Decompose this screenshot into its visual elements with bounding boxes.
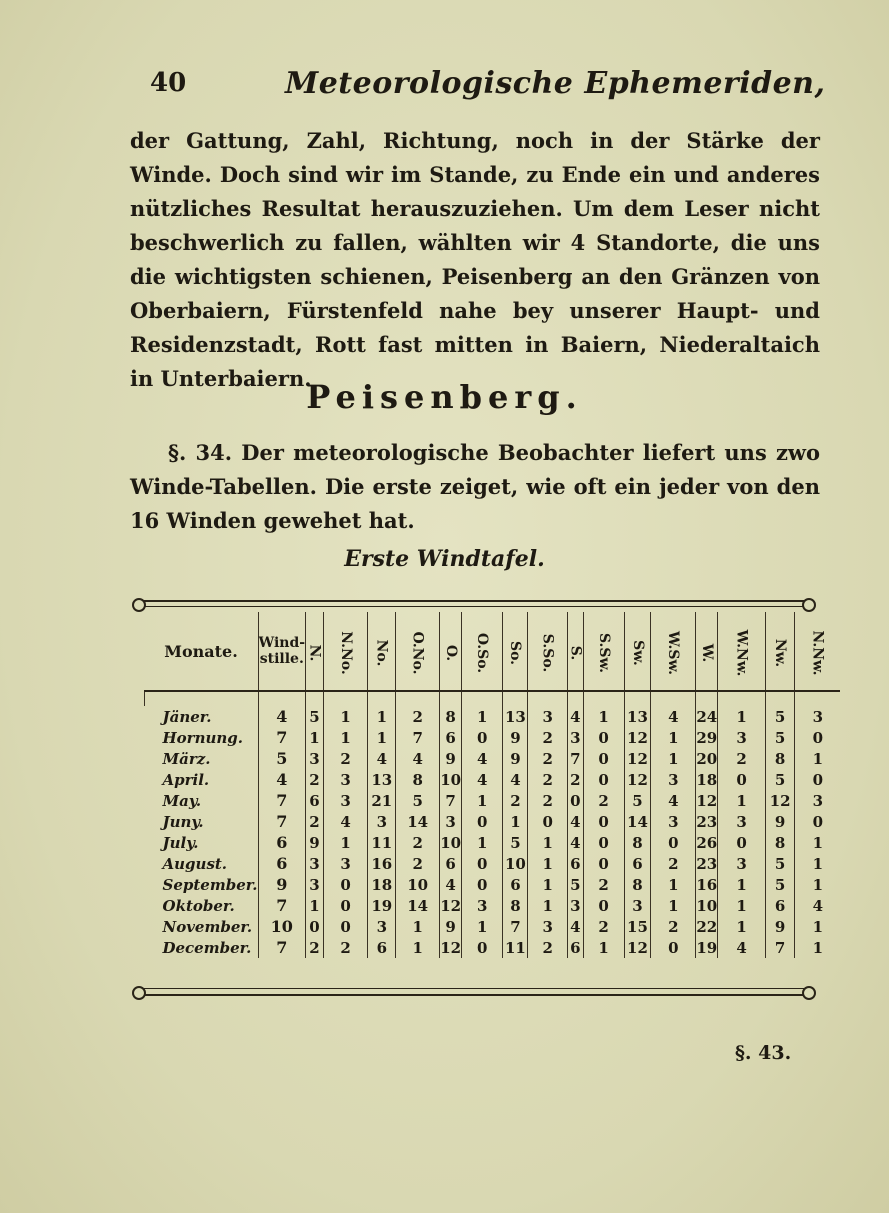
wind-count-cell: 3 — [718, 727, 766, 748]
month-cell: April. — [162, 770, 210, 789]
wind-count-cell: 2 — [528, 727, 568, 748]
wind-count-cell: 7 — [396, 727, 440, 748]
wind-count-cell: 3 — [624, 895, 651, 916]
month-cell: September. — [162, 875, 258, 894]
wind-count-cell: 1 — [396, 937, 440, 958]
table-title: Erste Windtafel. — [344, 546, 545, 572]
month-cell: July. — [162, 833, 199, 852]
calm-count-cell: 7 — [258, 895, 306, 916]
table-row — [145, 727, 841, 748]
wind-count-cell: 4 — [568, 916, 584, 937]
month-cell: December. — [162, 938, 252, 957]
wind-count-cell: 5 — [765, 706, 794, 727]
wind-count-cell: 13 — [368, 769, 396, 790]
wind-count-cell: 3 — [568, 727, 584, 748]
wind-count-cell: 2 — [583, 916, 624, 937]
wind-count-cell: 6 — [568, 937, 584, 958]
header-wind: So. — [503, 612, 528, 691]
wind-count-cell: 1 — [718, 916, 766, 937]
wind-count-cell: 1 — [306, 895, 324, 916]
table-row — [145, 769, 841, 790]
wind-count-cell: 6 — [624, 853, 651, 874]
table-row — [145, 706, 841, 727]
wind-count-cell: 4 — [462, 748, 503, 769]
wind-count-cell: 1 — [528, 832, 568, 853]
wind-count-cell: 2 — [583, 874, 624, 895]
wind-count-cell: 0 — [323, 916, 368, 937]
wind-count-cell: 3 — [306, 748, 324, 769]
wind-count-cell: 2 — [528, 937, 568, 958]
wind-count-cell: 8 — [440, 706, 462, 727]
wind-count-cell: 12 — [624, 727, 651, 748]
wind-count-cell: 3 — [368, 811, 396, 832]
wind-count-cell: 16 — [368, 853, 396, 874]
wind-count-cell: 1 — [368, 727, 396, 748]
table-body — [145, 691, 841, 958]
wind-count-cell: 8 — [624, 874, 651, 895]
catchword: §. 43. — [735, 1042, 792, 1064]
header-wind: W.Nw. — [718, 612, 766, 691]
wind-count-cell: 15 — [624, 916, 651, 937]
wind-count-cell: 0 — [795, 811, 841, 832]
wind-count-cell: 4 — [462, 769, 503, 790]
wind-count-cell: 0 — [718, 769, 766, 790]
wind-count-cell: 19 — [368, 895, 396, 916]
wind-count-cell: 23 — [696, 854, 718, 873]
wind-count-cell: 10 — [696, 896, 718, 915]
wind-count-cell: 3 — [795, 706, 841, 727]
wind-count-cell: 1 — [503, 811, 528, 832]
table-row — [145, 937, 841, 958]
wind-count-cell: 2 — [306, 769, 324, 790]
wind-table — [144, 612, 840, 958]
wind-count-cell: 5 — [765, 874, 794, 895]
month-cell: Jäner. — [162, 707, 212, 726]
header-wind: O.No. — [396, 612, 440, 691]
wind-count-cell: 1 — [795, 916, 841, 937]
wind-count-cell: 2 — [323, 937, 368, 958]
wind-count-cell: 0 — [583, 895, 624, 916]
wind-count-cell: 7 — [503, 916, 528, 937]
header-months: Monate. — [145, 612, 259, 691]
wind-count-cell: 4 — [323, 811, 368, 832]
calm-count-cell: 9 — [258, 874, 306, 895]
wind-count-cell: 6 — [765, 895, 794, 916]
wind-count-cell: 4 — [368, 748, 396, 769]
wind-count-cell: 12 — [440, 896, 462, 915]
wind-count-cell: 10 — [440, 770, 462, 789]
table-row — [145, 790, 841, 811]
wind-count-cell: 2 — [306, 811, 324, 832]
wind-count-cell: 6 — [440, 727, 462, 748]
wind-count-cell: 18 — [696, 770, 718, 789]
wind-count-cell: 0 — [583, 811, 624, 832]
wind-count-cell: 3 — [323, 790, 368, 811]
wind-count-cell: 11 — [368, 832, 396, 853]
wind-count-cell: 0 — [462, 811, 503, 832]
table-row — [145, 811, 841, 832]
rule-ornament-icon — [132, 986, 146, 1000]
wind-count-cell: 5 — [765, 727, 794, 748]
wind-count-cell: 20 — [696, 749, 718, 768]
wind-count-cell: 6 — [503, 874, 528, 895]
wind-count-cell: 1 — [651, 895, 696, 916]
rule-ornament-icon — [802, 598, 816, 612]
wind-count-cell: 4 — [568, 832, 584, 853]
wind-count-cell: 8 — [624, 832, 651, 853]
wind-count-cell: 1 — [795, 874, 841, 895]
wind-count-cell: 2 — [583, 790, 624, 811]
wind-count-cell: 0 — [583, 748, 624, 769]
wind-count-cell: 1 — [795, 853, 841, 874]
wind-count-cell: 6 — [568, 853, 584, 874]
wind-count-cell: 3 — [368, 916, 396, 937]
header-wind: N. — [306, 612, 324, 691]
wind-count-cell: 2 — [306, 937, 324, 958]
wind-count-cell: 29 — [696, 728, 718, 747]
wind-count-cell: 5 — [765, 853, 794, 874]
wind-count-cell: 3 — [462, 895, 503, 916]
wind-count-cell: 0 — [583, 853, 624, 874]
table-header-row — [145, 612, 841, 691]
wind-count-cell: 1 — [651, 748, 696, 769]
wind-count-cell: 5 — [568, 874, 584, 895]
wind-count-cell: 8 — [396, 769, 440, 790]
wind-count-cell: 0 — [795, 769, 841, 790]
wind-count-cell: 1 — [651, 727, 696, 748]
wind-count-cell: 0 — [462, 874, 503, 895]
table-row — [145, 853, 841, 874]
wind-count-cell: 0 — [306, 916, 324, 937]
wind-count-cell: 1 — [718, 895, 766, 916]
table-row — [145, 874, 841, 895]
wind-count-cell: 9 — [765, 916, 794, 937]
wind-count-cell: 1 — [795, 937, 841, 958]
wind-count-cell: 0 — [323, 874, 368, 895]
header-wind: N.Nw. — [795, 612, 841, 691]
wind-count-cell: 0 — [568, 790, 584, 811]
wind-count-cell: 4 — [503, 769, 528, 790]
wind-count-cell: 12 — [624, 937, 651, 958]
wind-count-cell: 12 — [624, 769, 651, 790]
table-row — [145, 916, 841, 937]
wind-count-cell: 1 — [462, 916, 503, 937]
wind-count-cell: 2 — [651, 916, 696, 937]
wind-count-cell: 2 — [396, 706, 440, 727]
wind-count-cell: 1 — [462, 706, 503, 727]
table-rule — [138, 994, 810, 996]
wind-count-cell: 16 — [696, 875, 718, 894]
wind-count-cell: 0 — [462, 727, 503, 748]
wind-count-cell: 1 — [462, 790, 503, 811]
month-cell: August. — [162, 854, 228, 873]
wind-count-cell: 5 — [503, 832, 528, 853]
wind-count-cell: 9 — [306, 832, 324, 853]
wind-count-cell: 0 — [323, 895, 368, 916]
wind-count-cell: 3 — [718, 853, 766, 874]
wind-count-cell: 2 — [396, 853, 440, 874]
header-wind: Sw. — [624, 612, 651, 691]
wind-count-cell: 3 — [306, 853, 324, 874]
calm-count-cell: 7 — [258, 937, 306, 958]
wind-count-cell: 3 — [651, 769, 696, 790]
month-cell: Oktober. — [162, 896, 235, 915]
wind-count-cell: 2 — [718, 748, 766, 769]
wind-count-cell: 9 — [440, 916, 462, 937]
wind-count-cell: 2 — [528, 790, 568, 811]
wind-count-cell: 1 — [528, 853, 568, 874]
wind-count-cell: 5 — [396, 790, 440, 811]
wind-count-cell: 23 — [696, 812, 718, 831]
month-cell: März. — [162, 749, 211, 768]
wind-count-cell: 1 — [528, 895, 568, 916]
wind-count-cell: 1 — [396, 916, 440, 937]
month-cell: Juny. — [162, 812, 204, 831]
wind-count-cell: 3 — [323, 769, 368, 790]
table-rule — [138, 606, 810, 607]
wind-count-cell: 0 — [718, 832, 766, 853]
wind-count-cell: 2 — [528, 769, 568, 790]
header-wind: Nw. — [765, 612, 794, 691]
running-head: Meteorologische Ephemeriden, — [285, 66, 826, 101]
wind-count-cell: 4 — [651, 790, 696, 811]
wind-count-cell: 1 — [462, 832, 503, 853]
section-title: Peisenberg. — [306, 378, 583, 416]
wind-count-cell: 12 — [440, 938, 462, 957]
wind-count-cell: 8 — [765, 832, 794, 853]
wind-count-cell: 1 — [368, 706, 396, 727]
wind-count-cell: 6 — [306, 790, 324, 811]
wind-count-cell: 3 — [323, 853, 368, 874]
wind-count-cell: 1 — [795, 832, 841, 853]
header-wind: W. — [696, 612, 718, 691]
rule-ornament-icon — [132, 598, 146, 612]
wind-count-cell: 8 — [503, 895, 528, 916]
wind-count-cell: 12 — [696, 791, 718, 810]
wind-count-cell: 0 — [583, 832, 624, 853]
header-wind: S.So. — [528, 612, 568, 691]
wind-count-cell: 6 — [440, 853, 462, 874]
wind-count-cell: 3 — [795, 790, 841, 811]
wind-count-cell: 0 — [583, 769, 624, 790]
wind-count-cell: 1 — [583, 706, 624, 727]
month-cell: November. — [162, 917, 253, 936]
wind-count-cell: 7 — [765, 937, 794, 958]
section-paragraph: §. 34. Der meteorologische Beobachter liefert uns zwo Winde-Tabellen. Die erste zeiget, wie oft ein jeder von den 16 Winden gewehet hat. — [130, 440, 820, 533]
wind-count-cell: 1 — [323, 706, 368, 727]
wind-count-cell: 1 — [718, 874, 766, 895]
wind-count-cell: 1 — [323, 832, 368, 853]
wind-count-cell: 3 — [528, 916, 568, 937]
wind-count-cell: 9 — [765, 811, 794, 832]
wind-count-cell: 13 — [503, 706, 528, 727]
intro-paragraph: der Gattung, Zahl, Richtung, noch in der Stärke der Winde. Doch sind wir im Stande, zu Ende ein und anderes nützliches Resultat herauszuziehen. Um dem Leser nicht beschwerlich zu fallen, wählten wir 4 Standorte, die uns die wichtigsten schienen, Peisenberg an den Gränzen von Oberbaiern, Fürstenfeld nahe bey unserer Haupt- und Residenzstadt, Rott fast mitten in Baiern, Niederaltaich in Unterbaiern. — [130, 128, 820, 391]
wind-count-cell: 10 — [440, 833, 462, 852]
wind-count-cell: 9 — [503, 727, 528, 748]
calm-count-cell: 7 — [258, 811, 306, 832]
wind-count-cell: 6 — [368, 937, 396, 958]
calm-count-cell: 4 — [258, 769, 306, 790]
wind-count-cell: 0 — [462, 853, 503, 874]
wind-count-cell: 2 — [651, 853, 696, 874]
wind-count-cell: 3 — [568, 895, 584, 916]
wind-count-cell: 4 — [396, 748, 440, 769]
wind-count-cell: 2 — [528, 748, 568, 769]
wind-count-cell: 8 — [765, 748, 794, 769]
calm-count-cell: 7 — [258, 790, 306, 811]
wind-count-cell: 1 — [528, 874, 568, 895]
table-rule — [138, 600, 810, 602]
wind-count-cell: 3 — [306, 874, 324, 895]
calm-count-cell: 5 — [258, 748, 306, 769]
wind-count-cell: 0 — [583, 727, 624, 748]
wind-count-cell: 9 — [440, 748, 462, 769]
wind-count-cell: 5 — [765, 769, 794, 790]
wind-count-cell: 2 — [568, 769, 584, 790]
page-header — [150, 66, 826, 118]
table-rule — [138, 988, 810, 989]
wind-count-cell: 1 — [583, 937, 624, 958]
calm-count-cell: 7 — [258, 727, 306, 748]
wind-count-cell: 1 — [651, 874, 696, 895]
wind-count-cell: 1 — [323, 727, 368, 748]
header-wind: No. — [368, 612, 396, 691]
wind-count-cell: 12 — [765, 790, 794, 811]
wind-count-cell: 1 — [795, 748, 841, 769]
wind-count-cell: 0 — [462, 937, 503, 958]
header-wind: O.So. — [462, 612, 503, 691]
wind-count-cell: 7 — [568, 748, 584, 769]
table-row — [145, 895, 841, 916]
wind-count-cell: 9 — [503, 748, 528, 769]
wind-count-cell: 1 — [718, 706, 766, 727]
wind-count-cell: 0 — [528, 811, 568, 832]
wind-count-cell: 2 — [323, 748, 368, 769]
wind-count-cell: 0 — [795, 727, 841, 748]
page-number: 40 — [150, 68, 187, 98]
wind-count-cell: 14 — [624, 811, 651, 832]
wind-count-cell: 3 — [440, 811, 462, 832]
wind-count-cell: 13 — [624, 706, 651, 727]
wind-count-cell: 19 — [696, 938, 718, 957]
wind-count-cell: 2 — [396, 832, 440, 853]
wind-count-cell: 4 — [795, 895, 841, 916]
wind-count-cell: 26 — [696, 833, 718, 852]
month-cell: Hornung. — [162, 728, 244, 747]
wind-count-cell: 24 — [696, 707, 718, 726]
wind-count-cell: 5 — [624, 790, 651, 811]
wind-count-cell: 2 — [503, 790, 528, 811]
wind-count-cell: 4 — [568, 811, 584, 832]
wind-count-cell: 14 — [396, 811, 440, 832]
wind-count-cell: 1 — [306, 727, 324, 748]
table-row — [145, 832, 841, 853]
wind-count-cell: 22 — [696, 917, 718, 936]
wind-count-cell: 4 — [440, 874, 462, 895]
wind-count-cell: 14 — [396, 895, 440, 916]
wind-count-cell: 7 — [440, 790, 462, 811]
calm-count-cell: 6 — [258, 853, 306, 874]
wind-count-cell: 10 — [396, 874, 440, 895]
table-spacer-row — [145, 691, 841, 706]
header-wind: S.Sw. — [583, 612, 624, 691]
wind-count-cell: 5 — [306, 706, 324, 727]
wind-table-frame — [138, 596, 826, 1008]
wind-count-cell: 1 — [718, 790, 766, 811]
wind-count-cell: 3 — [651, 811, 696, 832]
wind-count-cell: 3 — [528, 706, 568, 727]
wind-count-cell: 18 — [368, 874, 396, 895]
calm-count-cell: 10 — [258, 916, 306, 937]
wind-count-cell: 4 — [718, 937, 766, 958]
calm-count-cell: 4 — [258, 706, 306, 727]
header-wind: O. — [440, 612, 462, 691]
header-wind: S. — [568, 612, 584, 691]
calm-count-cell: 6 — [258, 832, 306, 853]
header-wind: N.No. — [323, 612, 368, 691]
header-wind: W.Sw. — [651, 612, 696, 691]
wind-count-cell: 11 — [503, 937, 528, 958]
rule-ornament-icon — [802, 986, 816, 1000]
wind-count-cell: 0 — [651, 832, 696, 853]
wind-count-cell: 4 — [651, 706, 696, 727]
wind-count-cell: 4 — [568, 706, 584, 727]
wind-count-cell: 12 — [624, 748, 651, 769]
wind-count-cell: 3 — [718, 811, 766, 832]
header-calm: Wind-stille. — [258, 612, 306, 691]
wind-count-cell: 10 — [503, 853, 528, 874]
wind-count-cell: 21 — [368, 790, 396, 811]
month-cell: May. — [162, 791, 202, 810]
wind-count-cell: 0 — [651, 937, 696, 958]
table-row — [145, 748, 841, 769]
